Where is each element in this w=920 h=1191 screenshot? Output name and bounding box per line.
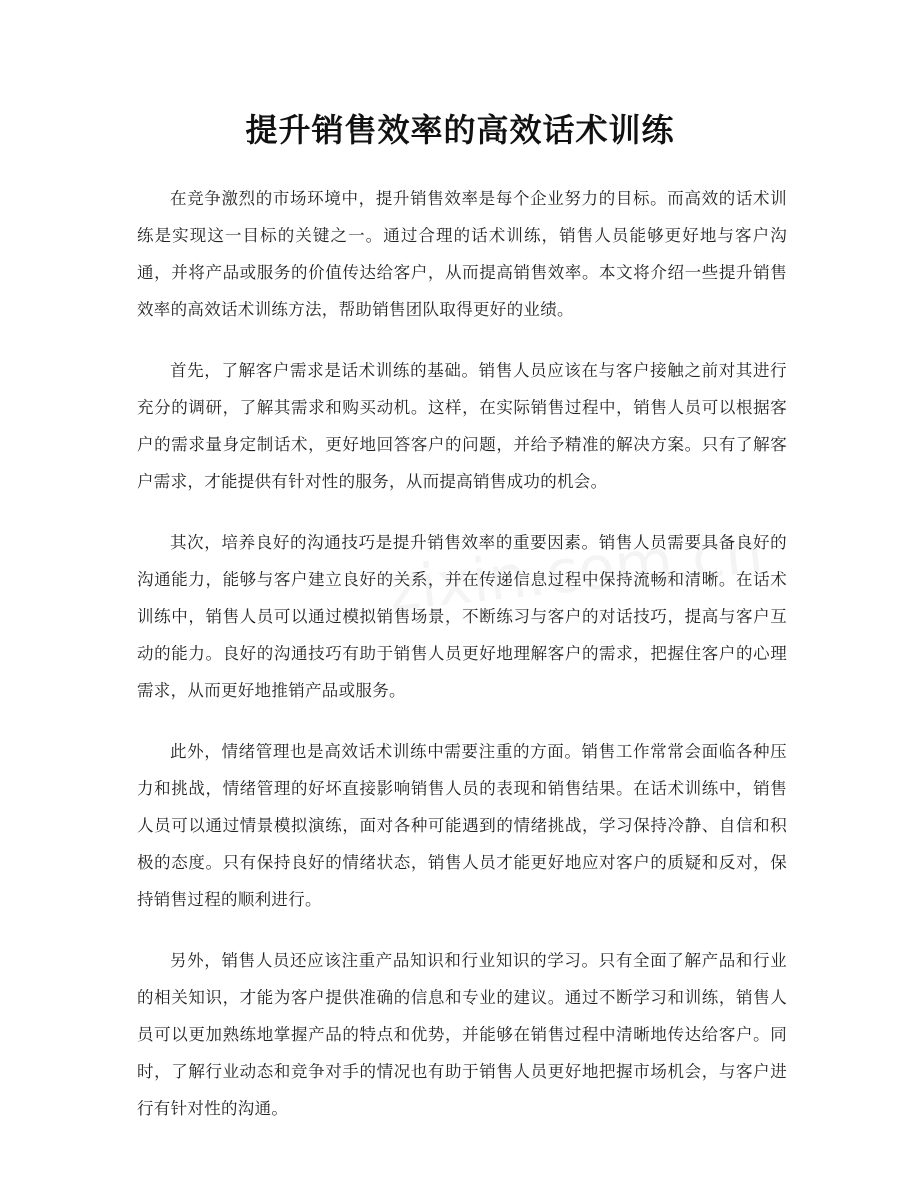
paragraph-communication-skills: 其次，培养良好的沟通技巧是提升销售效率的重要因素。销售人员需要具备良好的沟通能力，能够与客户建立良好的关系，并在传递信息过程中保持流畅和清晰。在话术训练中，销售人员可以通过模拟销售场景，不断练习与客户的对话技巧，提高与客户互动的能力。良好的沟通技巧有助于销售人员更好地理解客户的需求，把握住客户的心理需求，从而更好地推销产品或服务。 (137, 533, 787, 700)
document-title: 提升销售效率的高效话术训练 (245, 111, 675, 149)
document-body (137, 180, 787, 1151)
paragraph-product-knowledge: 另外，销售人员还应该注重产品知识和行业知识的学习。只有全面了解产品和行业的相关知识，才能为客户提供准确的信息和专业的建议。通过不断学习和训练，销售人员可以更加熟练地掌握产品的特点和优势，并能够在销售过程中清晰地传达给客户。同时，了解行业动态和竞争对手的情况也有助于销售人员更好地把握市场机会，与客户进行有针对性的沟通。 (137, 951, 787, 1118)
paragraph-intro: 在竞争激烈的市场环境中，提升销售效率是每个企业努力的目标。而高效的话术训练是实现这一目标的关键之一。通过合理的话术训练，销售人员能够更好地与客户沟通，并将产品或服务的价值传达给客户，从而提高销售效率。本文将介绍一些提升销售效率的高效话术训练方法，帮助销售团队取得更好的业绩。 (137, 189, 787, 319)
paragraph-customer-needs: 首先，了解客户需求是话术训练的基础。销售人员应该在与客户接触之前对其进行充分的调研，了解其需求和购买动机。这样，在实际销售过程中，销售人员可以根据客户的需求量身定制话术，更好地回答客户的问题，并给予精准的解决方案。只有了解客户需求，才能提供有针对性的服务，从而提高销售成功的机会。 (137, 361, 787, 491)
paragraph-emotion-management: 此外，情绪管理也是高效话术训练中需要注重的方面。销售工作常常会面临各种压力和挑战，情绪管理的好坏直接影响销售人员的表现和销售结果。在话术训练中，销售人员可以通过情景模拟演练，面对各种可能遇到的情绪挑战，学习保持冷静、自信和积极的态度。只有保持良好的情绪状态，销售人员才能更好地应对客户的质疑和反对，保持销售过程的顺利进行。 (137, 742, 787, 909)
